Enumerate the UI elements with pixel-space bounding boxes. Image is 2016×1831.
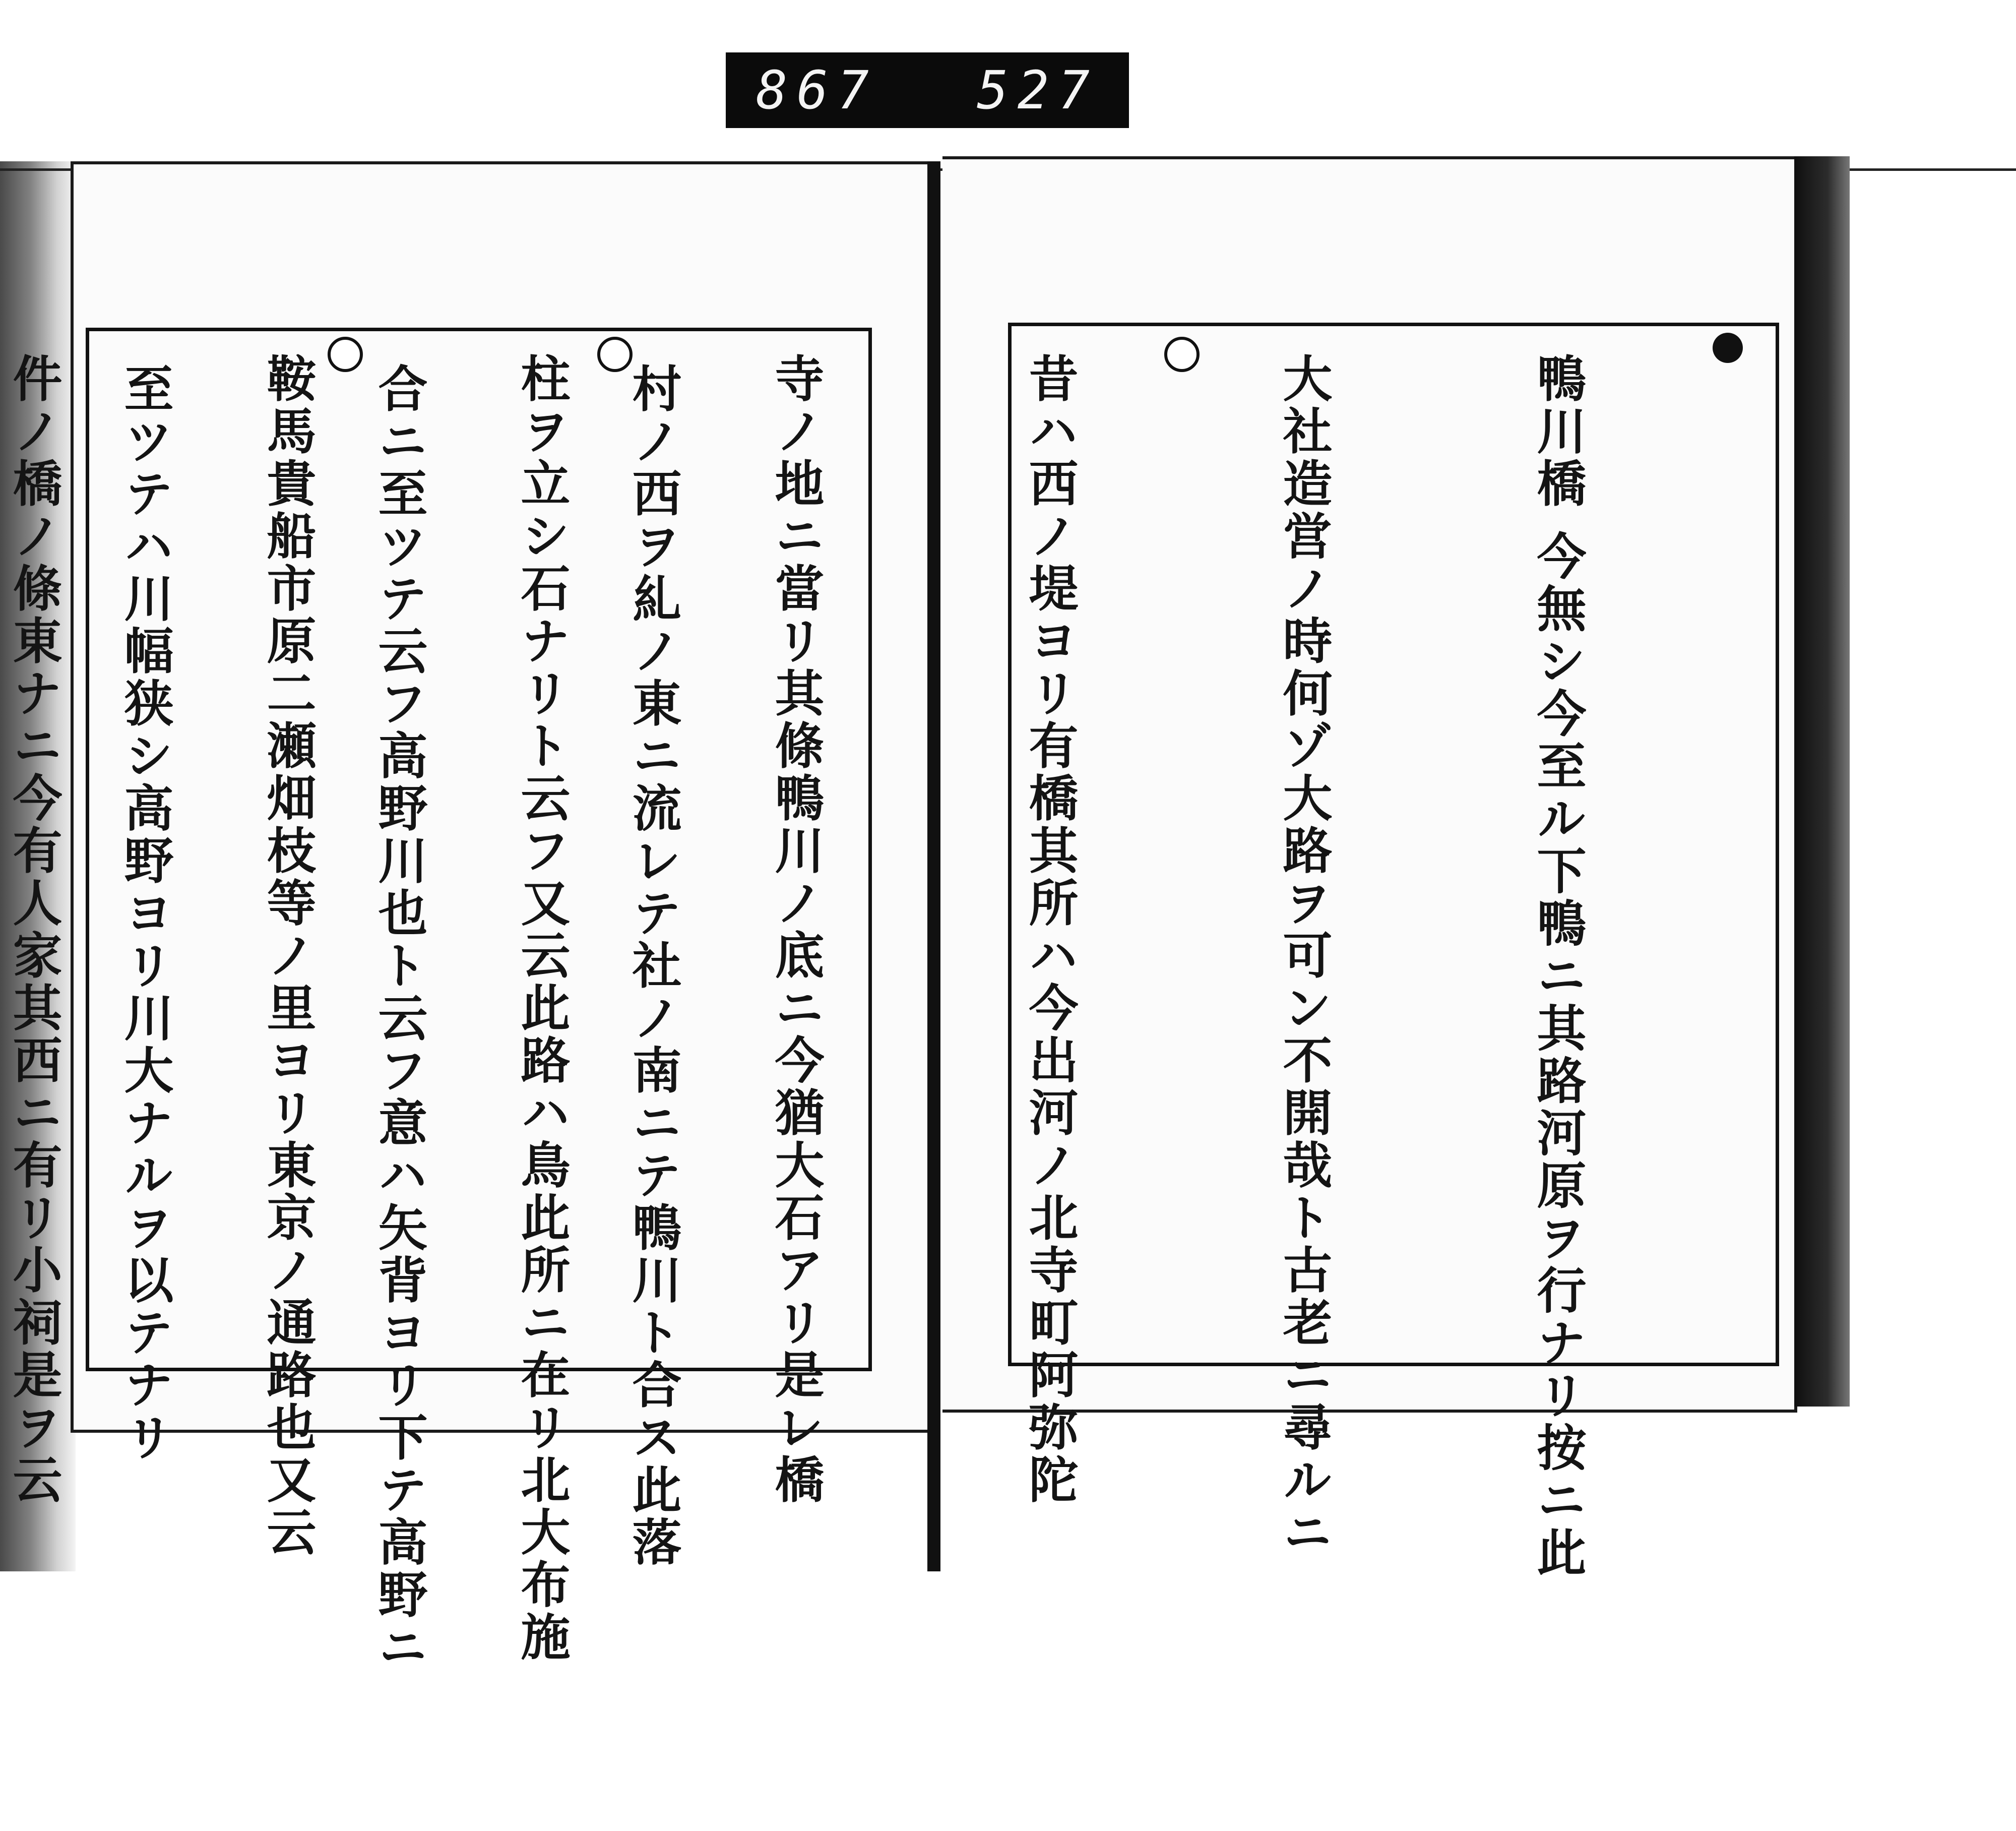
text-column: 至ツテハ川幅狭シ高野ヨリ川大ナルヲ以テナリ — [116, 363, 174, 1464]
text-column: 村ノ西ヲ糺ノ東ニ流レテ社ノ南ニテ鴨川ト合ス此落 — [624, 363, 682, 1569]
text-column: 大社造営ノ時何ゾ大路ヲ可ン不開哉ト古老ニ尋ルニ — [1275, 353, 1333, 1559]
text-column: 鴨川橋 今無シ今至ル下鴨ニ其路河原ヲ行ナリ按ニ此 — [1529, 353, 1587, 1579]
text-column: 昔ハ西ノ堤ヨリ有橋其所ハ今出河ノ北寺町阿弥陀 — [1021, 353, 1079, 1506]
left-page-text — [108, 363, 864, 1674]
label-left-number: 867 — [756, 59, 878, 121]
shelf-mark-label — [726, 52, 1129, 128]
text-column: 寺ノ地ニ當リ其條鴨川ノ底ニ今猶大石アリ是レ橋 — [767, 353, 825, 1506]
right-cover-edge — [1794, 156, 1850, 1407]
text-column: 柱ヲ立シ石ナリト云フ又云此路ハ鳥此所ニ在リ北大布施 — [513, 353, 571, 1664]
text-column: 件ノ橋ノ條東ナニ今有人家其西ニ有リ小祠是ヲ云 — [5, 353, 62, 1506]
label-right-number: 527 — [977, 59, 1099, 121]
text-column: 鞍馬貴船市原二瀬畑枝等ノ里ヨリ東京ノ通路也又云 — [259, 353, 317, 1559]
text-column: 合ニ至ツテ云フ高野川也ト云フ意ハ矢背ヨリ下テ高野ニ — [370, 363, 428, 1674]
